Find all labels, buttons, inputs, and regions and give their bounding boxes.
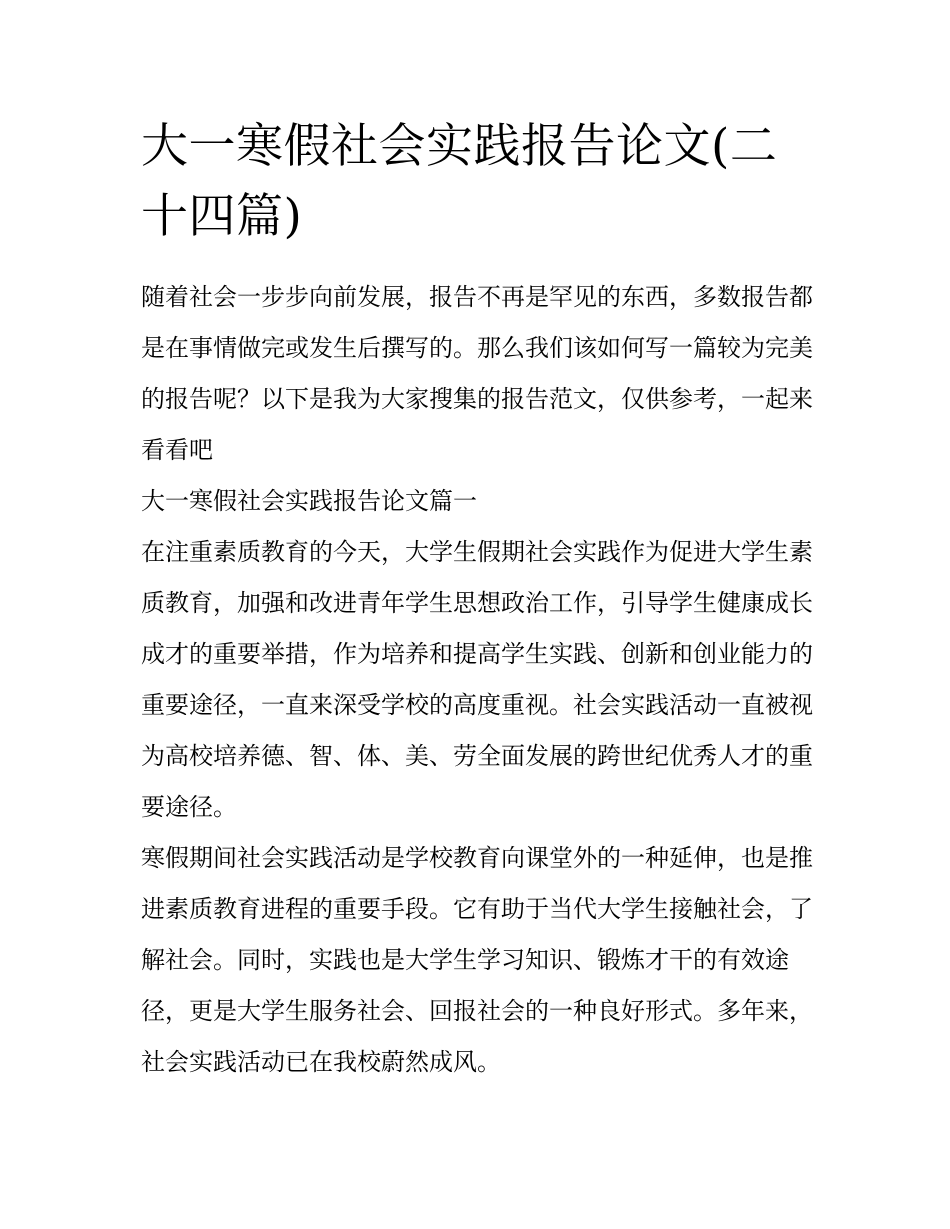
document-content — [141, 112, 813, 1088]
body-paragraph-1: 在注重素质教育的今天，大学生假期社会实践作为促进大学生素质教育，加强和改进青年学生思想政治工作，引导学生健康成长成才的重要举措，作为培养和提高学生实践、创新和创业能力的重要途径，一直来深受学校的高度重视。社会实践活动一直被视为高校培养德、智、体、美、劳全面发展的跨世纪优秀人才的重要途径。 — [141, 538, 813, 821]
intro-paragraph: 随着社会一步步向前发展，报告不再是罕见的东西，多数报告都是在事情做完或发生后撰写的。那么我们该如何写一篇较为完美的报告呢？以下是我为大家搜集的报告范文，仅供参考，一起来看看吧 — [141, 283, 813, 464]
document-title: 大一寒假社会实践报告论文(二十四篇) — [141, 119, 778, 244]
document-body — [141, 272, 813, 1088]
body-paragraph-2: 寒假期间社会实践活动是学校教育向课堂外的一种延伸，也是推进素质教育进程的重要手段。它有助于当代大学生接触社会，了解社会。同时，实践也是大学生学习知识、锻炼才干的有效途径，更是大学生服务社会、回报社会的一种良好形式。多年来，社会实践活动已在我校蔚然成风。 — [141, 844, 813, 1076]
section-heading: 大一寒假社会实践报告论文篇一 — [141, 487, 477, 515]
